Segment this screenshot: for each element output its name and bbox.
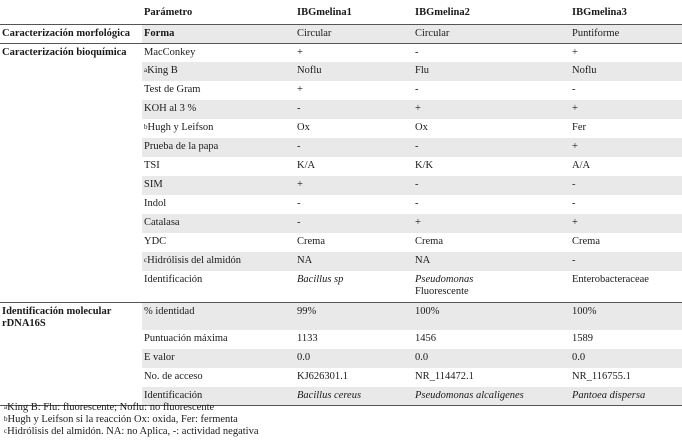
- value-cell: Noflu: [295, 62, 413, 81]
- value-cell: Crema: [297, 236, 325, 247]
- value-cell: 100%: [570, 302, 682, 330]
- param-cell: Puntuación máxima: [144, 332, 228, 344]
- param-cell: SIM: [142, 176, 295, 195]
- value-cell: Puntiforme: [570, 24, 682, 43]
- table-row: [0, 100, 682, 119]
- value-cell: 0.0: [295, 349, 413, 368]
- value-cell: Pseudomonas alcaligenes: [413, 387, 570, 406]
- footnote-mark: a: [144, 66, 148, 74]
- table-row: [0, 330, 682, 349]
- footnote: $^c$Hidrólisis del almidón. NA: no Aplica, -: actividad negativa: [4, 426, 259, 437]
- param-cell: Identificación: [142, 387, 295, 406]
- value-cell: Crema: [572, 236, 600, 247]
- value-cell: 1589: [572, 332, 593, 344]
- table-row: [0, 119, 682, 138]
- param-cell: YDC: [144, 236, 167, 247]
- value-cell: +: [295, 176, 413, 195]
- footnotes: [4, 402, 258, 438]
- section-morfologica: Caracterización morfológica: [0, 24, 142, 43]
- value-cell: -: [413, 138, 570, 157]
- value-cell: -: [570, 176, 682, 195]
- param-cell: $^b$Hugh y Leifson: [144, 122, 214, 133]
- table-row: [0, 24, 682, 43]
- header-ibgmelina1: IBGmelina1: [295, 3, 413, 24]
- value-cell: K/A: [297, 160, 316, 171]
- value-cell: K/K: [415, 160, 434, 171]
- value-cell: Crema: [415, 236, 443, 247]
- value-cell: -: [415, 198, 419, 209]
- value-cell: 100%: [413, 302, 570, 330]
- value-cell: 0.0: [413, 349, 570, 368]
- header-empty: [0, 3, 142, 24]
- value-cell: Bacillus cereus: [295, 387, 413, 406]
- value-cell: -: [413, 176, 570, 195]
- value-cell: +: [295, 43, 413, 62]
- table-row: [0, 368, 682, 387]
- table-row: [0, 195, 682, 214]
- param-cell: MacConkey: [142, 43, 295, 62]
- footnote: $^a$King B: Flu: fluorescente; Noflu: no fluorescente: [4, 402, 215, 413]
- table-row: [0, 271, 682, 302]
- table-row: [0, 43, 682, 62]
- value-cell: Ox: [297, 122, 310, 133]
- table-row: [0, 176, 682, 195]
- param-cell: $^c$Hidrólisis del almidón: [142, 252, 295, 271]
- value-cell: Flu: [413, 62, 570, 81]
- value-cell: +: [570, 214, 682, 233]
- value-cell: 0.0: [570, 349, 682, 368]
- value-cell: -: [295, 138, 413, 157]
- param-cell: E valor: [142, 349, 295, 368]
- param-cell: TSI: [144, 160, 160, 171]
- table-row: [0, 233, 682, 252]
- value-cell: -: [295, 214, 413, 233]
- value-cell: 1133: [297, 332, 318, 344]
- table-row: [0, 157, 682, 176]
- value-cell: -: [572, 84, 576, 95]
- value-cell: +: [413, 214, 570, 233]
- value-cell: 1456: [415, 332, 436, 344]
- table-row: [0, 81, 682, 100]
- table-row: [0, 62, 682, 81]
- value-cell: Circular: [295, 24, 413, 43]
- param-cell: Forma: [142, 24, 295, 43]
- value-cell: Bacillus sp: [297, 274, 344, 285]
- table-row: [0, 349, 682, 368]
- value-cell: NA: [413, 252, 570, 271]
- value-cell: Pseudomonas Fluorescente: [415, 274, 474, 297]
- header-ibgmelina3: IBGmelina3: [570, 3, 682, 24]
- param-cell: $^a$King B: [142, 62, 295, 81]
- value-cell: Ox: [415, 122, 428, 133]
- footnote-mark: b: [144, 123, 148, 131]
- value-cell: +: [570, 43, 682, 62]
- section-molecular: Identificación molecular rDNA16S: [0, 302, 142, 330]
- section-bioquimica: Caracterización bioquímica: [0, 43, 142, 62]
- value-cell: Circular: [413, 24, 570, 43]
- value-cell: +: [570, 138, 682, 157]
- value-cell: -: [415, 84, 419, 95]
- value-cell: Pantoea dispersa: [570, 387, 682, 406]
- value-cell: Fer: [572, 122, 586, 133]
- param-cell: Indol: [144, 198, 167, 209]
- value-cell: NA: [295, 252, 413, 271]
- table-row: [0, 138, 682, 157]
- value-cell: KJ626301.1: [297, 370, 349, 382]
- value-cell: 99%: [295, 302, 413, 330]
- value-cell: Noflu: [570, 62, 682, 81]
- table-row: [0, 302, 682, 330]
- footnote-mark: c: [144, 256, 148, 264]
- param-cell: No. de acceso: [144, 370, 203, 382]
- value-cell: -: [570, 252, 682, 271]
- value-cell: Enterobacteraceae: [572, 274, 649, 285]
- value-cell: -: [297, 198, 301, 209]
- value-cell: +: [570, 100, 682, 119]
- header-parametro: Parámetro: [142, 3, 295, 24]
- table-row: [0, 214, 682, 233]
- header-ibgmelina2: IBGmelina2: [413, 3, 570, 24]
- value-cell: -: [572, 198, 576, 209]
- footnote: $^b$Hugh y Leifson si la reacción Ox: oxida, Fer: fermenta: [4, 414, 238, 425]
- table-row: [0, 252, 682, 271]
- value-cell: +: [413, 100, 570, 119]
- param-cell: KOH al 3 %: [142, 100, 295, 119]
- param-cell: Catalasa: [142, 214, 295, 233]
- value-cell: A/A: [572, 160, 591, 171]
- param-cell: Prueba de la papa: [142, 138, 295, 157]
- value-cell: +: [297, 84, 303, 95]
- value-cell: -: [295, 100, 413, 119]
- table-header-row: [0, 3, 682, 24]
- results-table: [0, 3, 682, 406]
- param-cell: % identidad: [142, 302, 295, 330]
- param-cell: Identificación: [144, 274, 203, 285]
- param-cell: Test de Gram: [144, 84, 201, 95]
- value-cell: NR_116755.1: [572, 370, 631, 382]
- value-cell: NR_114472.1: [415, 370, 474, 382]
- value-cell: -: [413, 43, 570, 62]
